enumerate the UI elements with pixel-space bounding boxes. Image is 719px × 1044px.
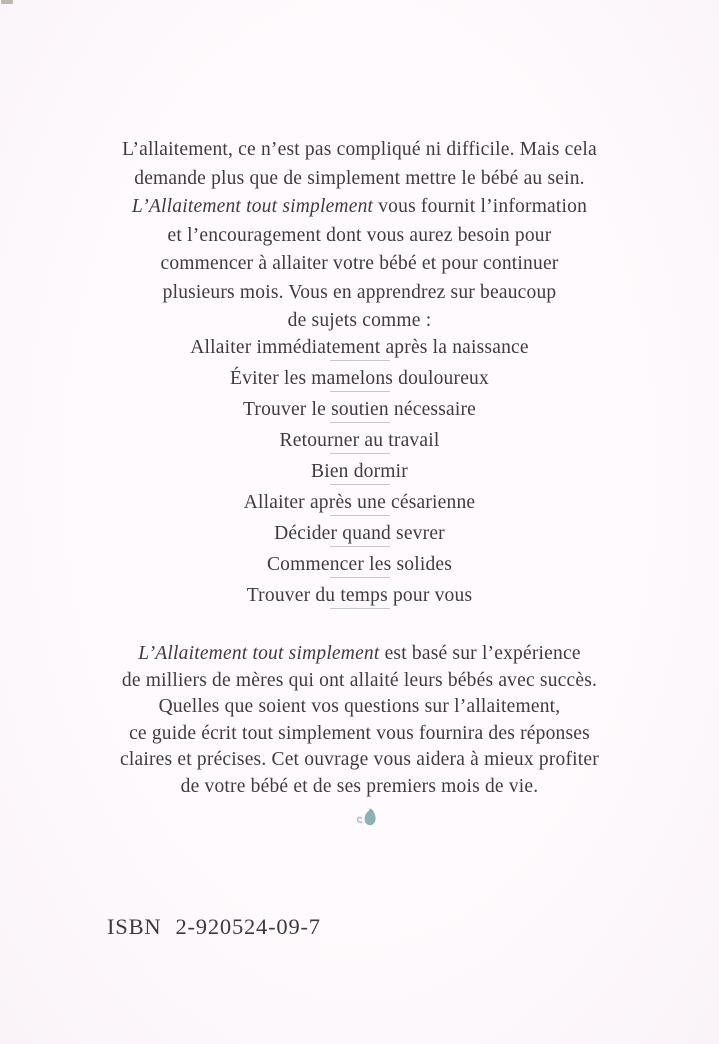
topic-label: Retourner au travail <box>279 430 440 451</box>
outro-line: ce guide écrit tout simplement vous fournira des réponses <box>129 722 590 744</box>
topic-divider <box>330 484 390 485</box>
isbn-line <box>107 914 321 940</box>
topic-label: Bien dormir <box>311 461 408 482</box>
topic-label: Trouver le soutien nécessaire <box>242 399 477 420</box>
intro-line: et l’encouragement dont vous aurez besoin pour <box>167 224 552 246</box>
topic-item <box>0 430 719 461</box>
outro-line: de milliers de mères qui ont allaité leurs bébés avec succès. <box>121 669 598 691</box>
ornament-icon <box>0 804 719 835</box>
topic-label: Allaiter après une césarienne <box>243 492 476 513</box>
topic-label: Éviter les mamelons douloureux <box>230 368 489 389</box>
intro-line: L’allaitement, ce n’est pas compliqué ni difficile. Mais cela <box>122 139 597 160</box>
topic-divider <box>330 515 390 516</box>
intro-line: plusieurs mois. Vous en apprendrez sur beaucoup <box>162 281 557 303</box>
topic-item <box>0 461 719 492</box>
outro-line: de votre bébé et de ses premiers mois de vie. <box>180 775 539 797</box>
intro-line: demande plus que de simplement mettre le bébé au sein. <box>134 167 585 189</box>
topic-divider <box>330 391 390 392</box>
outro-line: claires et précises. Cet ouvrage vous aidera à mieux profiter <box>120 749 599 770</box>
isbn-label: ISBN <box>107 914 162 939</box>
topic-divider <box>330 577 390 578</box>
isbn-value: 2-920524-09-7 <box>175 914 321 939</box>
topic-label: Décider quand sevrer <box>274 523 445 544</box>
topic-item <box>0 585 719 616</box>
intro-line <box>0 193 719 222</box>
topic-label: Allaiter immédiatement après la naissance <box>190 337 529 358</box>
book-title-italic: L’Allaitement tout simplement <box>131 196 374 217</box>
topic-item <box>0 337 719 368</box>
topic-item <box>0 368 719 399</box>
intro-line: de sujets comme : <box>287 310 432 331</box>
topic-item <box>0 554 719 585</box>
outro-line <box>0 641 719 668</box>
outro-line: Quelles que soient vos questions sur l’allaitement, <box>158 696 561 717</box>
intro-paragraph <box>0 136 719 336</box>
scan-artifact <box>1 0 13 4</box>
outro-line-rest: est basé sur l’expérience <box>379 643 581 664</box>
topic-divider <box>330 422 390 423</box>
intro-line: commencer à allaiter votre bébé et pour continuer <box>160 253 559 274</box>
topics-list <box>0 337 719 616</box>
topic-divider <box>330 608 390 609</box>
intro-line-rest: vous fournit l’information <box>373 196 588 217</box>
topic-divider <box>330 546 390 547</box>
topic-divider <box>330 360 390 361</box>
closing-paragraph <box>0 641 719 800</box>
topic-item <box>0 492 719 523</box>
topic-label: Trouver du temps pour vous <box>246 585 473 606</box>
book-title-italic: L’Allaitement tout simplement <box>138 643 380 664</box>
topic-label: Commencer les solides <box>266 554 453 575</box>
topic-item <box>0 523 719 554</box>
topic-divider <box>330 453 390 454</box>
topic-item <box>0 399 719 430</box>
